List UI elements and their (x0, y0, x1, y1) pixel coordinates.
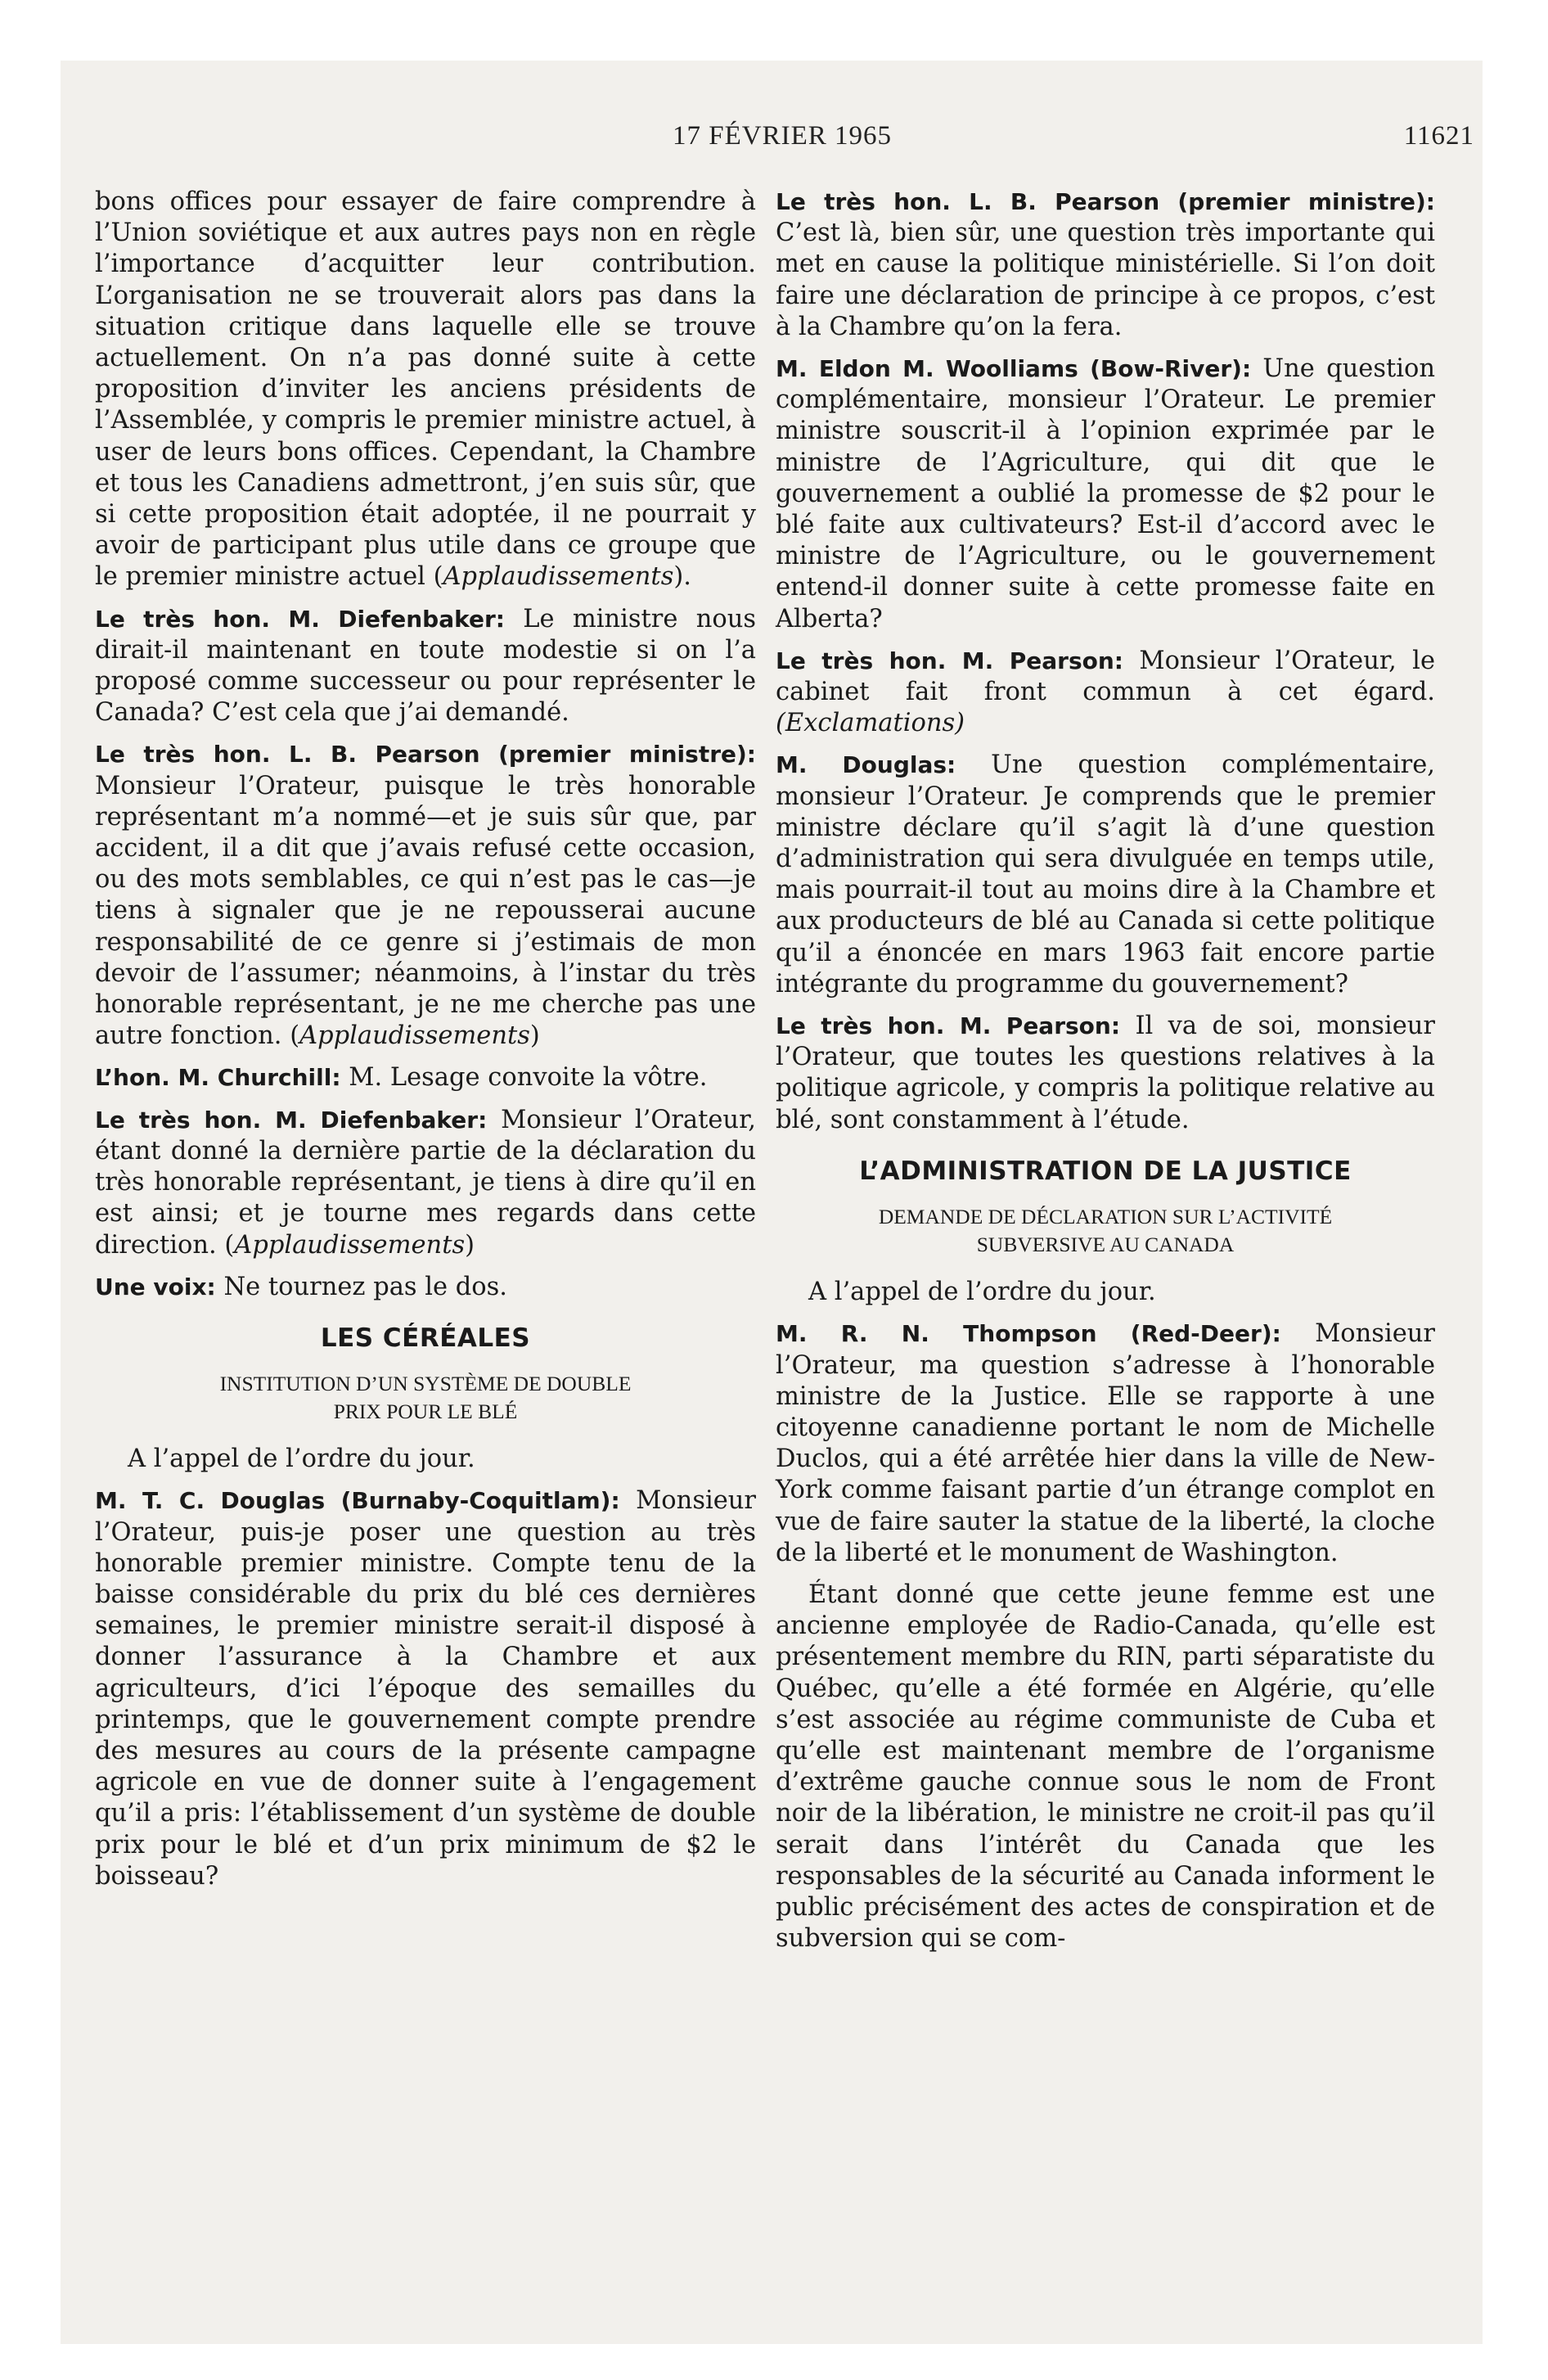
order-call: A l’appel de l’ordre du jour. (128, 1445, 475, 1474)
speaker: Le très hon. M. Diefenbaker: (95, 1106, 488, 1134)
left-column (95, 187, 756, 1903)
paragraph: L’hon. M. Churchill: M. Lesage convoite la vôtre. (95, 1063, 708, 1093)
speaker: Le très hon. M. Pearson: (776, 1012, 1121, 1040)
right-column (776, 187, 1435, 1965)
paragraph: Le très hon. L. B. Pearson (premier ministre): Monsieur l’Orateur, puisque le très honorable représentant m’a nommé—et je suis sûr que, par accident, il a dit que j’avais refusé cette occasion, ou des mots semblables, ce qui n’est pas le cas—je tiens à signaler que je ne repousserai aucune responsabilité de ce genre si j’estimais de mon devoir de l’assumer; néanmoins, à l’instar du très honorable représentant, je ne me cherche pas une autre fonction. (Applaudissements) (95, 741, 756, 1051)
paragraph: bons offices pour essayer de faire comprendre à l’Union soviétique et aux autres pays non en règle l’importance d’acquitter leur contribution. L’organisation ne se trouverait alors pas dans la situation critique dans laquelle elle se trouve actuellement. On n’a pas donné suite à cette proposition d’inviter les anciens présidents de l’Assemblée, y compris le premier ministre actuel, à user de leurs bons offices. Cependant, la Chambre et tous les Canadiens admettront, j’en suis sûr, que si cette proposition était adoptée, il ne pourrait y avoir de participant plus utile dans ce groupe que le premier ministre actuel (Applaudissements). (95, 187, 756, 592)
speaker: Le très hon. M. Diefenbaker: (95, 605, 505, 633)
paragraph: Étant donné que cette jeune femme est une ancienne employée de Radio-Canada, qu’elle est présentement membre du RIN, parti séparatiste du Québec, qu’elle a été formée en Algérie, qu’elle s’est associée au régime communiste de Cuba et qu’elle est maintenant membre de l’organisme d’extrême gauche connue sous le nom de Front noir de la libération, le ministre ne croit-il pas qu’il serait dans l’intérêt du Canada que les responsables de la sécurité au Canada informent le public précisément des actes de conspiration et de subversion qui se com- (776, 1580, 1435, 1954)
paragraph: Le très hon. M. Pearson: Il va de soi, monsieur l’Orateur, que toutes les questions relatives à la politique agricole, y compris la politique relative au blé, sont constamment à l’étude. (776, 1012, 1435, 1134)
paragraph: M. Douglas: Une question complémentaire, monsieur l’Orateur. Je comprends que le premier ministre déclare qu’il s’agit là d’une question d’administration qui sera divulguée en temps utile, mais pourrait-il tout au moins dire à la Chambre et aux producteurs de blé au Canada si cette politique qu’il a énoncée en mars 1963 fait encore partie intégrante du programme du gouvernement? (776, 751, 1435, 998)
section-title: L’ADMINISTRATION DE LA JUSTICE (859, 1156, 1352, 1186)
paragraph: Le très hon. M. Diefenbaker: Monsieur l’Orateur, étant donné la dernière partie de la déclaration du très honorable représentant, je tiens à dire qu’il en est ainsi; et je tourne mes regards dans cette direction. (Applaudissements) (95, 1105, 756, 1260)
speaker: M. Douglas: (776, 751, 956, 779)
speaker: Une voix: (95, 1273, 216, 1300)
speaker: M. Eldon M. Woolliams (Bow-River): (776, 355, 1252, 383)
speaker: Le très hon. L. B. Pearson (premier ministre): (776, 188, 1435, 215)
paragraph: Le très hon. L. B. Pearson (premier ministre): C’est là, bien sûr, une question très importante qui met en cause la politique ministérielle. Si l’on doit faire une déclaration de principe à ce propos, c’est à la Chambre qu’on la fera. (776, 188, 1435, 341)
order-call: A l’appel de l’ordre du jour. (808, 1278, 1156, 1307)
speaker: M. R. N. Thompson (Red-Deer): (776, 1320, 1281, 1348)
speaker: Le très hon. M. Pearson: (776, 647, 1123, 674)
paragraph: Le très hon. M. Pearson: Monsieur l’Orateur, le cabinet fait front commun à cet égard. (Exclamations) (776, 646, 1435, 738)
speaker: M. T. C. Douglas (Burnaby-Coquitlam): (95, 1487, 620, 1515)
subsection-title: DEMANDE DE DÉCLARATION SUR L’ACTIVITÉ SUBVERSIVE AU CANADA (878, 1205, 1333, 1257)
paragraph: M. R. N. Thompson (Red-Deer): Monsieur l’Orateur, ma question s’adresse à l’honorable ministre de la Justice. Elle se rapporte à une citoyenne canadienne portant le nom de Michelle Duclos, qui a été arrêtée hier dans la ville de New-York comme faisant partie d’un étrange complot en vue de faire sauter la statue de la liberté, la cloche de la liberté et le monument de Washington. (776, 1319, 1435, 1567)
page-date: 17 FÉVRIER 1965 (672, 121, 892, 151)
speaker: L’hon. M. Churchill: (95, 1064, 341, 1092)
paragraph: Le très hon. M. Diefenbaker: Le ministre nous dirait-il maintenant en toute modestie si on l’a proposé comme successeur ou pour représenter le Canada? C’est cela que j’ai demandé. (95, 604, 756, 728)
paragraph: M. Eldon M. Woolliams (Bow-River): Une question complémentaire, monsieur l’Orateur. Le premier ministre souscrit-il à l’opinion exprimée par le ministre de l’Agriculture, qui dit que le gouvernement a oublié la promesse de $2 pour le blé faite aux cultivateurs? Est-il d’accord avec le ministre de l’Agriculture, ou le gouvernement entend-il donner suite à cette promesse faite en Alberta? (776, 354, 1435, 633)
paragraph: Une voix: Ne tournez pas le dos. (95, 1272, 507, 1301)
page-header (90, 121, 1474, 159)
page-number: 11621 (1403, 121, 1474, 151)
subsection-title: INSTITUTION D’UN SYSTÈME DE DOUBLE PRIX POUR LE BLÉ (219, 1372, 632, 1424)
paragraph: M. T. C. Douglas (Burnaby-Coquitlam): Monsieur l’Orateur, puis-je poser une question au très honorable premier ministre. Compte tenu de la baisse considérable du prix du blé ces dernières semaines, le premier ministre serait-il disposé à donner l’assurance à la Chambre et aux agriculteurs, d’ici l’époque des semailles du printemps, que le gouvernement compte prendre des mesures au cours de la présente campagne agricole en vue de donner suite à l’engagement qu’il a pris: l’établissement d’un système de double prix pour le blé et d’un prix minimum de $2 le boisseau? (95, 1486, 756, 1891)
section-title: LES CÉRÉALES (320, 1323, 531, 1353)
speaker: Le très hon. L. B. Pearson (premier ministre): (95, 741, 756, 769)
